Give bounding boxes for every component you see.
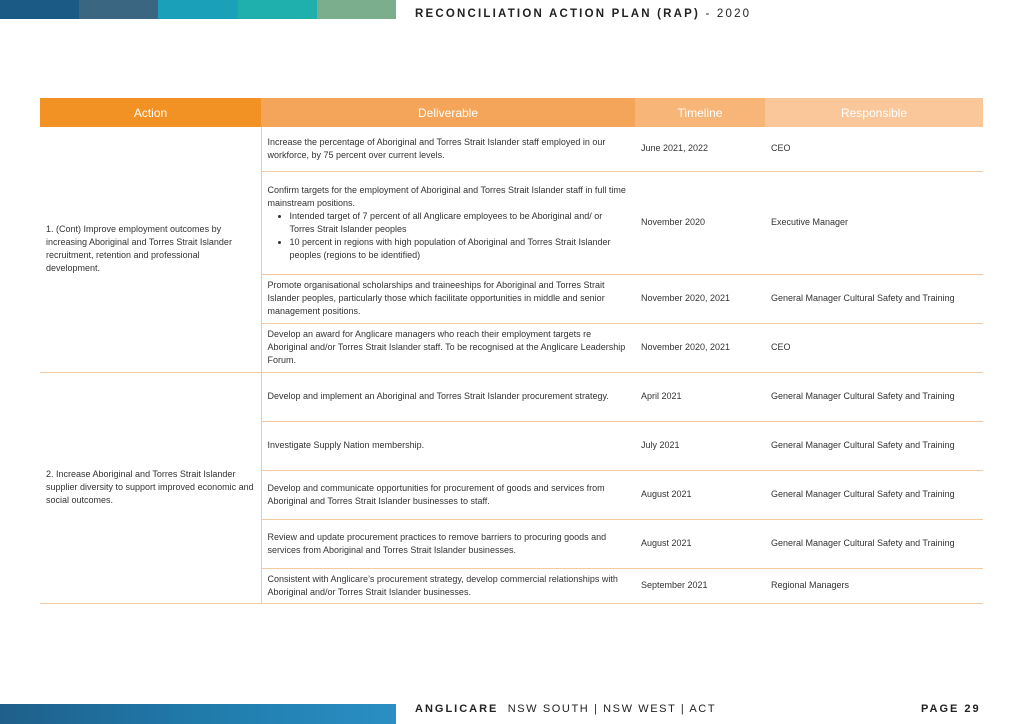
column-header-deliverable: Deliverable: [261, 98, 635, 127]
document-title: [415, 8, 751, 20]
deliverable-cell: [261, 421, 635, 470]
timeline-cell: July 2021: [635, 421, 765, 470]
table-header-row: [40, 98, 983, 127]
timeline-cell: November 2020, 2021: [635, 323, 765, 372]
timeline-cell: August 2021: [635, 470, 765, 519]
column-header-responsible: Responsible: [765, 98, 983, 127]
deliverable-bullet: • Intended target of 7 percent of all Anglicare employees to be Aboriginal and/ or Torres Strait Islander peoples: [290, 210, 630, 236]
footer-regions: NSW SOUTH | NSW WEST | ACT: [507, 703, 717, 715]
timeline-cell: August 2021: [635, 519, 765, 568]
header-color-block: [0, 0, 79, 19]
header-color-block: [317, 0, 396, 19]
deliverable-cell: [261, 127, 635, 171]
timeline-cell: June 2021, 2022: [635, 127, 765, 171]
deliverable-text: Develop and communicate opportunities for procurement of goods and services from Aboriginal and Torres Strait Islander businesses to staff.: [267, 482, 605, 506]
deliverable-cell: [261, 274, 635, 323]
deliverable-text: Investigate Supply Nation membership.: [267, 440, 425, 450]
document-title-main: RECONCILIATION ACTION PLAN (RAP): [415, 8, 701, 20]
responsible-cell: Regional Managers: [765, 568, 983, 603]
deliverable-bullet: • 10 percent in regions with high population of Aboriginal and Torres Strait Islander peoples (regions to be identified): [290, 236, 630, 262]
responsible-cell: General Manager Cultural Safety and Training: [765, 421, 983, 470]
deliverable-cell: [261, 372, 635, 421]
page-number: PAGE 29: [921, 703, 981, 715]
column-header-action: Action: [40, 98, 261, 127]
deliverable-text: Confirm targets for the employment of Aboriginal and Torres Strait Islander staff in full time mainstream positions.: [267, 184, 626, 208]
footer-org-name: ANGLICARE: [415, 703, 499, 715]
column-header-timeline: Timeline: [635, 98, 765, 127]
table-row: [40, 372, 983, 421]
responsible-cell: General Manager Cultural Safety and Training: [765, 519, 983, 568]
deliverable-bullet-list: [268, 210, 630, 262]
timeline-cell: November 2020: [635, 171, 765, 274]
action-cell: 2. Increase Aboriginal and Torres Strait Islander supplier diversity to support improved economic and social outcomes.: [40, 372, 261, 603]
deliverable-cell: [261, 470, 635, 519]
responsible-cell: Executive Manager: [765, 171, 983, 274]
header-color-block: [238, 0, 317, 19]
header-color-block: [79, 0, 158, 19]
footer-color-bar: [0, 704, 396, 724]
header-color-block: [158, 0, 237, 19]
deliverable-cell: [261, 568, 635, 603]
responsible-cell: CEO: [765, 323, 983, 372]
responsible-cell: General Manager Cultural Safety and Training: [765, 372, 983, 421]
responsible-cell: General Manager Cultural Safety and Training: [765, 274, 983, 323]
deliverable-cell: [261, 519, 635, 568]
document-title-year: - 2020: [700, 8, 752, 20]
timeline-cell: November 2020, 2021: [635, 274, 765, 323]
header-color-bar: [0, 0, 396, 19]
deliverable-text: Increase the percentage of Aboriginal and Torres Strait Islander staff employed in our workforce, by 75 percent over current levels.: [267, 136, 606, 160]
footer-organisation: [415, 703, 716, 715]
table-row: [40, 127, 983, 171]
table-body: [40, 127, 983, 603]
rap-table: [40, 98, 983, 604]
deliverable-cell: [261, 323, 635, 372]
deliverable-text: Develop an award for Anglicare managers who reach their employment targets re Aboriginal and/or Torres Strait Islander staff. To be recognised at the Anglicare Leadership Forum.: [267, 329, 626, 365]
deliverable-text: Develop and implement an Aboriginal and Torres Strait Islander procurement strategy.: [267, 391, 609, 401]
deliverable-text: Review and update procurement practices to remove barriers to procuring goods and services from Aboriginal and Torres Strait Islander businesses.: [267, 531, 607, 555]
action-cell: 1. (Cont) Improve employment outcomes by increasing Aboriginal and Torres Strait Islander recruitment, retention and professional development.: [40, 127, 261, 372]
deliverable-cell: [261, 171, 635, 274]
deliverable-text: Consistent with Anglicare’s procurement strategy, develop commercial relationships with Aboriginal and/or Torres Strait Islander businesses.: [267, 573, 618, 597]
responsible-cell: General Manager Cultural Safety and Training: [765, 470, 983, 519]
deliverable-text: Promote organisational scholarships and traineeships for Aboriginal and Torres Strait Islander peoples, particularly those which facilitate opportunities in middle and senior management positions.: [267, 280, 605, 316]
responsible-cell: CEO: [765, 127, 983, 171]
timeline-cell: April 2021: [635, 372, 765, 421]
timeline-cell: September 2021: [635, 568, 765, 603]
